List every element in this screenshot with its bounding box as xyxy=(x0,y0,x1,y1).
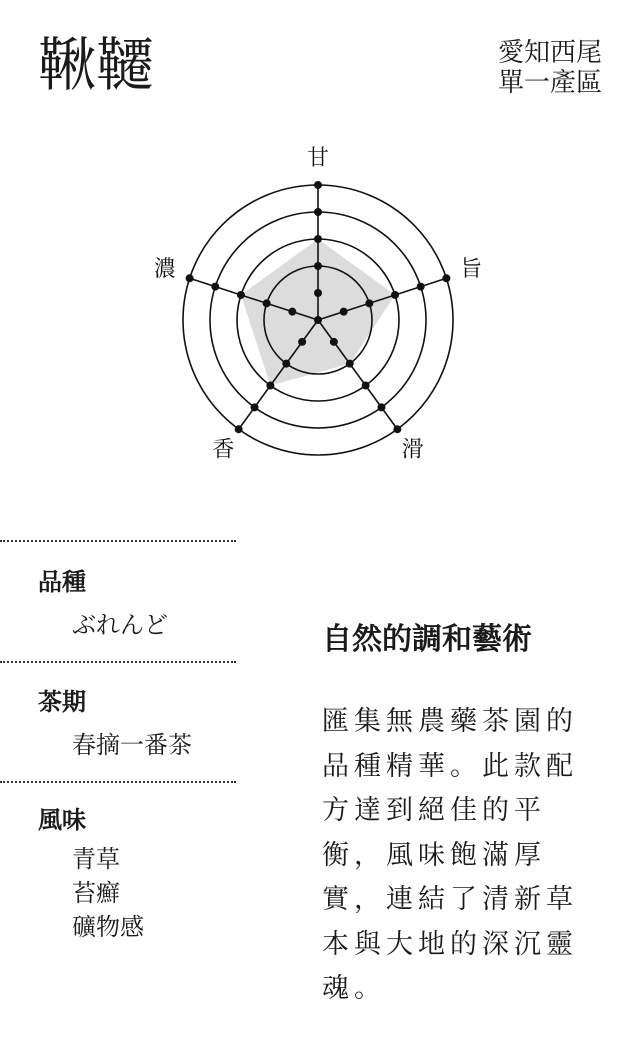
origin-region: 愛知西尾 xyxy=(497,38,602,68)
flavor-values xyxy=(72,842,144,944)
origin-type: 單一產區 xyxy=(497,68,602,98)
radar-svg xyxy=(138,140,498,480)
radar-level-dot xyxy=(263,299,271,307)
radar-level-dot xyxy=(288,308,296,316)
tea-name-title: 鞦韆 xyxy=(38,31,155,99)
radar-level-dot xyxy=(377,403,385,411)
radar-level-dot xyxy=(346,360,354,368)
radar-level-dot xyxy=(442,274,450,282)
variety-value: ぶれんど xyxy=(72,611,168,639)
variety-label: 品種 xyxy=(38,568,86,596)
radar-level-dot xyxy=(237,291,245,299)
radar-level-dot xyxy=(393,425,401,433)
radar-axis-label: 滑 xyxy=(401,437,424,463)
radar-level-dot xyxy=(314,235,322,243)
radar-level-dot xyxy=(314,289,322,297)
radar-level-dot xyxy=(211,283,219,291)
radar-center-dot xyxy=(314,316,322,324)
radar-level-dot xyxy=(417,283,425,291)
description-heading: 自然的調和藝術 xyxy=(322,622,532,657)
radar-axis-label: 香 xyxy=(212,437,235,463)
radar-level-dot xyxy=(314,208,322,216)
divider-top xyxy=(0,540,236,542)
radar-level-dot xyxy=(362,382,370,390)
flavor-note: 礦物感 xyxy=(72,913,144,941)
season-label: 茶期 xyxy=(38,688,86,716)
radar-axis-label: 甘 xyxy=(306,146,330,171)
radar-level-dot xyxy=(330,338,338,346)
radar-level-dot xyxy=(266,382,274,390)
flavor-note: 青草 xyxy=(72,845,120,873)
radar-level-dot xyxy=(314,262,322,270)
radar-level-dot xyxy=(340,308,348,316)
radar-level-dot xyxy=(314,181,322,189)
flavor-radar-chart xyxy=(138,140,498,480)
flavor-label: 風味 xyxy=(38,806,86,834)
radar-axis-label: 旨 xyxy=(460,257,483,283)
origin-block xyxy=(498,38,602,98)
season-value: 春摘一番茶 xyxy=(72,731,192,759)
radar-level-dot xyxy=(235,425,243,433)
flavor-note: 苔癬 xyxy=(72,879,120,907)
divider-variety xyxy=(0,661,236,663)
description-body: 匯集無農藥茶園的品種精華。此款配方達到絕佳的平衡，風味飽滿厚實，連結了清新草本與大地的深沉靈魂。 xyxy=(322,706,578,1004)
radar-level-dot xyxy=(186,274,194,282)
radar-level-dot xyxy=(282,360,290,368)
radar-level-dot xyxy=(391,291,399,299)
radar-level-dot xyxy=(365,299,373,307)
radar-level-dot xyxy=(251,403,259,411)
radar-level-dot xyxy=(298,338,306,346)
divider-season xyxy=(0,781,236,783)
radar-axis-label: 濃 xyxy=(153,257,176,283)
